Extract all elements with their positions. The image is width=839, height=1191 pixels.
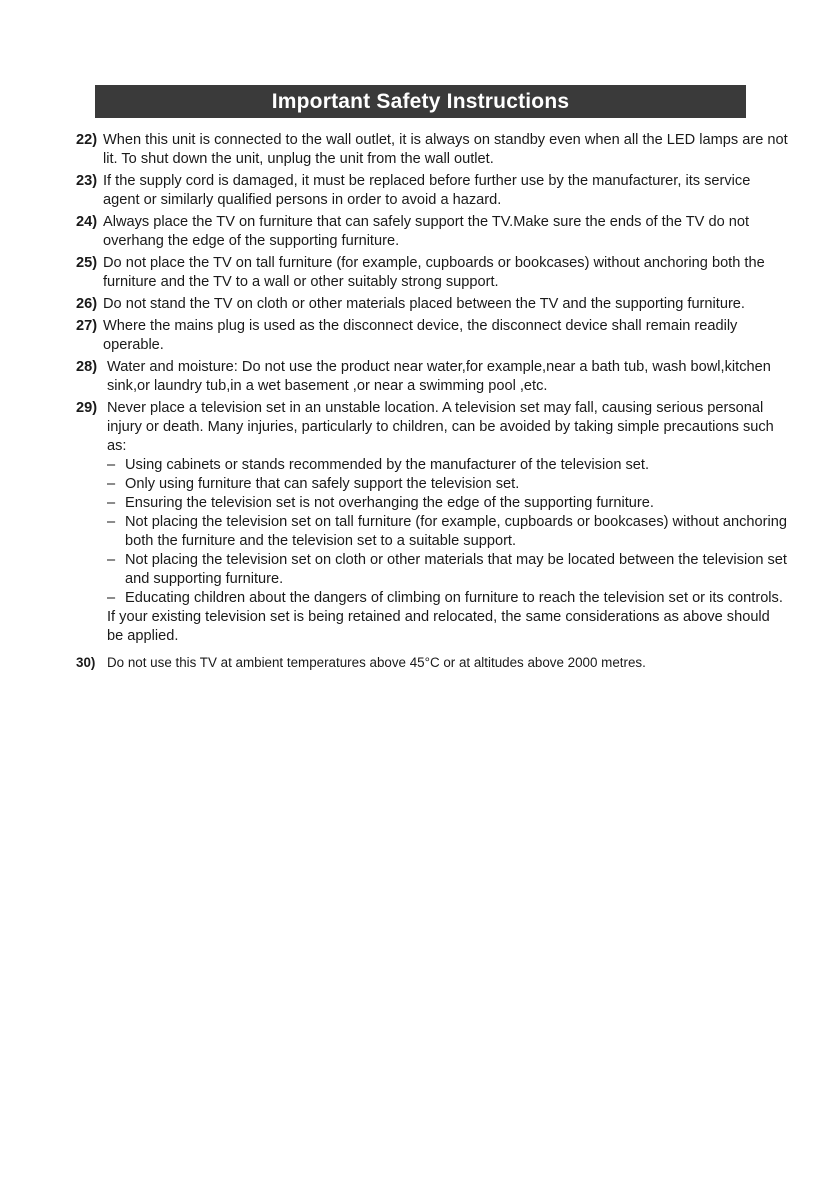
precaution-item xyxy=(107,475,788,494)
precaution-item xyxy=(107,456,788,475)
item-text: Do not use this TV at ambient temperatures above 45°C or at altitudes above 2000 metres. xyxy=(107,655,646,670)
precaution-text: Only using furniture that can safely support the television set. xyxy=(125,476,520,492)
instruction-item-27 xyxy=(76,317,788,355)
dash-bullet: – xyxy=(107,457,116,473)
dash-bullet: – xyxy=(107,590,116,606)
item-number: 27) xyxy=(76,318,98,334)
item-text: Do not place the TV on tall furniture (for example, cupboards or bookcases) without anchoring both the furniture and the TV to a wall or other suitably strong support. xyxy=(103,255,765,290)
item-text: If the supply cord is damaged, it must be replaced before further use by the manufacturer, its service agent or similarly qualified persons in order to avoid a hazard. xyxy=(103,173,751,208)
instruction-item-25 xyxy=(76,254,788,292)
safety-instructions-list xyxy=(76,131,788,672)
item-text: Water and moisture: Do not use the product near water,for example,near a bath tub, wash bowl,kitchen sink,or laundry tub,in a wet basement ,or near a swimming pool ,etc. xyxy=(107,359,771,394)
instruction-item-29 xyxy=(76,399,788,646)
precaution-item xyxy=(107,589,788,608)
instruction-item-26 xyxy=(76,295,788,314)
item-intro: Never place a television set in an unstable location. A television set may fall, causing serious personal injury or death. Many injuries, particularly to children, can be avoided by taking simple precautions such as: xyxy=(107,400,774,454)
instruction-item-30 xyxy=(76,653,788,672)
item-outro: If your existing television set is being retained and relocated, the same considerations as above should be applied. xyxy=(107,609,770,644)
precaution-text: Not placing the television set on cloth or other materials that may be located between the television set and supporting furniture. xyxy=(125,552,787,587)
item-number: 28) xyxy=(76,359,98,375)
item-text: Where the mains plug is used as the disconnect device, the disconnect device shall remain readily operable. xyxy=(103,318,738,353)
title-banner xyxy=(95,85,746,118)
dash-bullet: – xyxy=(107,476,116,492)
item-number: 29) xyxy=(76,400,98,416)
item-number: 26) xyxy=(76,296,98,312)
item-number: 25) xyxy=(76,255,98,271)
page-title: Important Safety Instructions xyxy=(271,89,570,113)
item-body xyxy=(107,399,788,646)
item-text: Always place the TV on furniture that can safely support the TV.Make sure the ends of the TV do not overhang the edge of the supporting furniture. xyxy=(103,214,750,249)
precaution-item xyxy=(107,513,788,551)
dash-bullet: – xyxy=(107,552,116,568)
dash-bullet: – xyxy=(107,514,116,530)
item-number: 30) xyxy=(76,655,96,670)
dash-bullet: – xyxy=(107,495,116,511)
instruction-item-22 xyxy=(76,131,788,169)
item-number: 23) xyxy=(76,173,98,189)
precaution-item xyxy=(107,494,788,513)
instruction-item-28 xyxy=(76,358,788,396)
precautions-list xyxy=(107,456,788,608)
item-text: Do not stand the TV on cloth or other materials placed between the TV and the supporting furniture. xyxy=(103,296,745,312)
precaution-text: Using cabinets or stands recommended by the manufacturer of the television set. xyxy=(125,457,650,473)
precaution-item xyxy=(107,551,788,589)
item-number: 24) xyxy=(76,214,98,230)
instruction-item-24 xyxy=(76,213,788,251)
precaution-text: Educating children about the dangers of climbing on furniture to reach the television set or its controls. xyxy=(125,590,783,606)
instruction-item-23 xyxy=(76,172,788,210)
precaution-text: Ensuring the television set is not overhanging the edge of the supporting furniture. xyxy=(125,495,654,511)
item-number: 22) xyxy=(76,132,98,148)
precaution-text: Not placing the television set on tall furniture (for example, cupboards or bookcases) without anchoring both the furniture and the television set to a suitable support. xyxy=(125,514,787,549)
item-text: When this unit is connected to the wall outlet, it is always on standby even when all the LED lamps are not lit. To shut down the unit, unplug the unit from the wall outlet. xyxy=(103,132,788,167)
